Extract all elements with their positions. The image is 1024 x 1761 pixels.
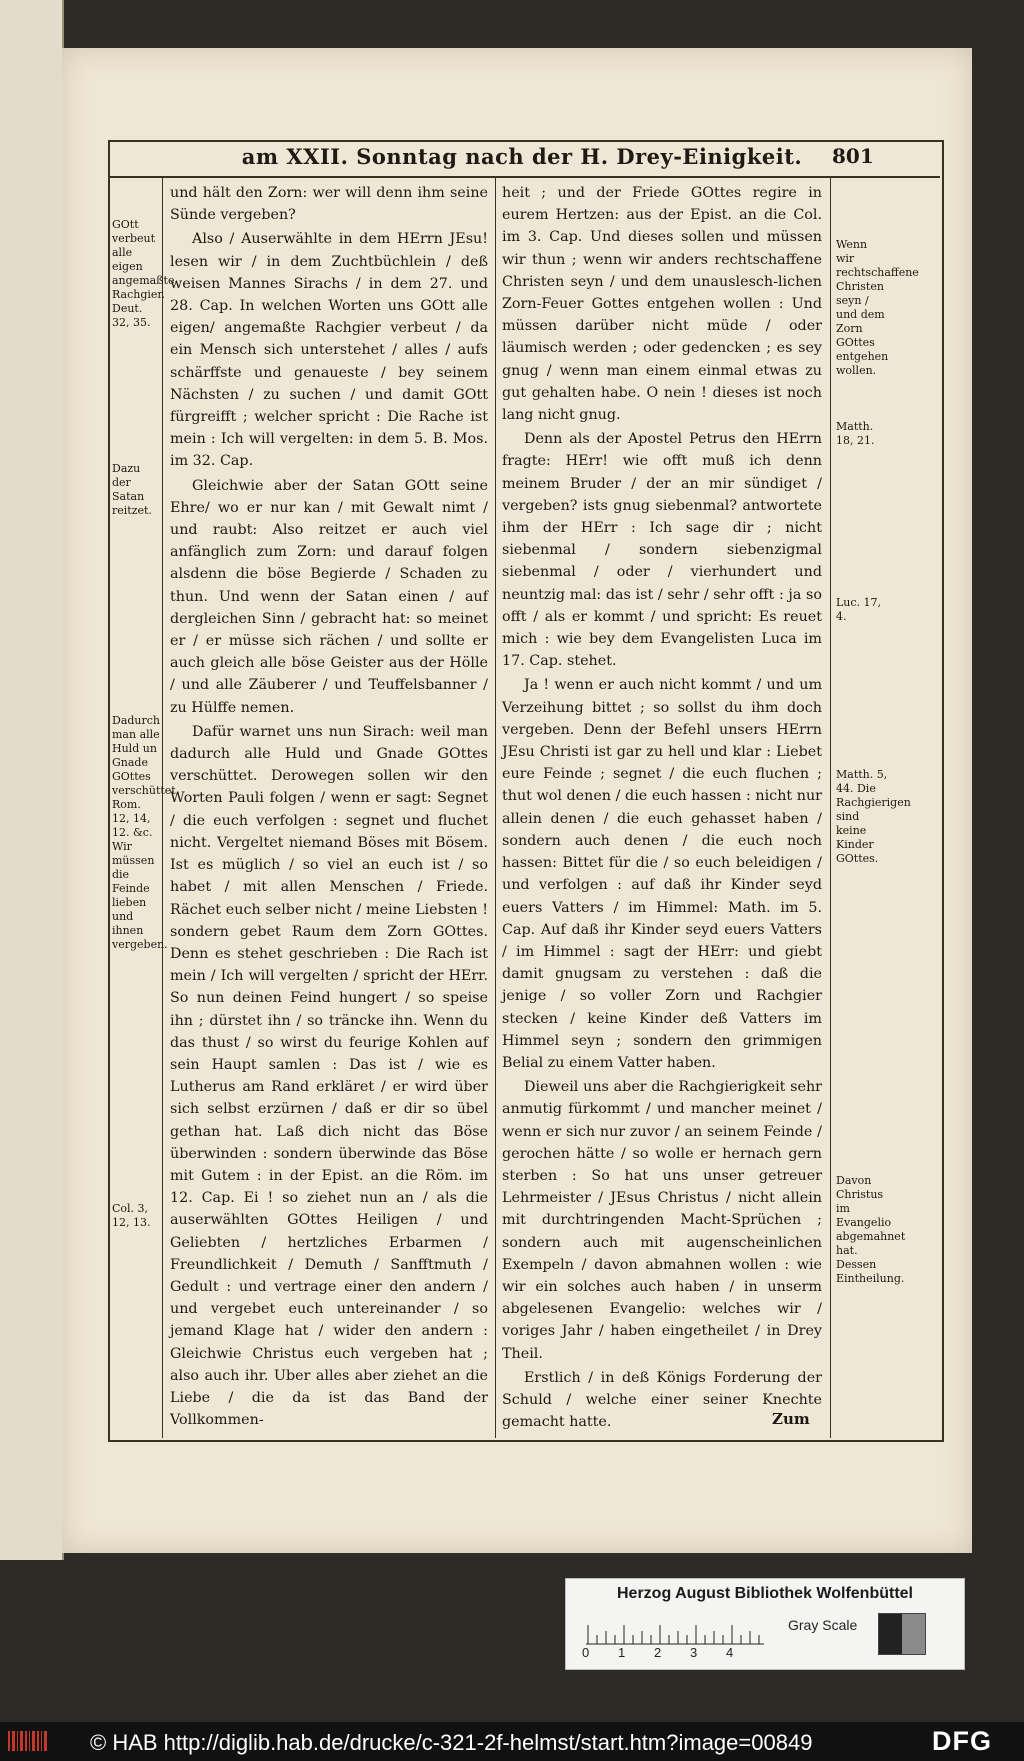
column-divider [495, 176, 496, 1438]
gray-scale-swatch [878, 1613, 926, 1655]
catchword: Zum [772, 1410, 810, 1428]
dfg-logo: DFG [932, 1726, 992, 1756]
paragraph: Ja ! wenn er auch nicht kommt / und um Verzeihung bittet ; so sollst du ihm doch vergeben. Denn der Befehl unsers HErrn JEsu Christi ist gar zu hell und klar : Liebet eure Feinde ; segnet / die euch fluchen ; thut wol denen / die euch hassen : nicht nur allein denen / die euch gehasset haben / sondern auch denen / die euch noch hassen: Bittet für die / so euch beleidigen / und verfolgen : auf daß ihr Kinder seyd euers Vatters / im Himmel: Math. im 5. Cap. Auf daß ihr Kinder seyd euers Vatters / im Himmel : sagt der HErr: und giebt damit gnugsam zu verstehen : daß die jenige / so voller Zorn und Rachgier stecken / keine Kinder deß Vatters im Himmel seyn ; sondern den grimmigen Belial zu einem Vatter haben. [502, 677, 822, 1071]
left-page-edge [0, 0, 64, 1560]
ruler-number: 3 [690, 1645, 698, 1660]
ruler-number: 2 [654, 1645, 662, 1660]
footer-bar [0, 1722, 1024, 1761]
margin-note: Wenn wir rechtschaffene Christen seyn / und dem Zorn GOttes entgehen wollen. [836, 238, 919, 377]
paragraph: Erstlich / in deß Königs Forderung der Schuld / welche einer seiner Knechte gemacht hatte. [502, 1369, 822, 1431]
paragraph: Also / Auserwählte in dem HErrn JEsu! lesen wir / in dem Zuchtbüchlein / deß weisen Mannes Sirachs / in dem 27. und 28. Cap. In welchen Worten uns GOtt alle eigen/ angemaßte Rachgier verbeut / da ein Mensch sich unterstehet / alles / aufs schärffste und genaueste / bey seinem Nächsten / zu suchen / und damit GOtt fürgreifft ; welcher spricht : Die Rache ist mein : Ich will vergelten: in dem 5. B. Mos. im 32. Cap. [170, 231, 488, 470]
margin-note: Matth. 18, 21. [836, 420, 875, 447]
margin-note: Luc. 17, 4. [836, 596, 882, 623]
margin-note: Davon Christus im Evangelio abgemahnet hat. Dessen Eintheilung. [836, 1174, 906, 1285]
copyright-link[interactable]: © HAB http://diglib.hab.de/drucke/c-321-2f-helmst/start.htm?image=00849 [90, 1730, 813, 1755]
library-color-card [565, 1578, 965, 1670]
margin-note: Dadurch man alle Huld un Gnade GOttes verschüttet. Rom. 12, 14, 12. &c. Wir müssen die Feinde lieben und ihnen vergeben. [112, 714, 180, 951]
paragraph: Gleichwie aber der Satan GOtt seine Ehre/ wo er nur kan / mit Gewalt nimt / und raubt: Also reitzet er auch viel anfänglich zum Zorn: und darauf folgen alsdenn die böse Begierde / Schaden zu thun. Und wenn der Satan einen / auf dergleichen Sinn / gebracht hat: so meinet er / er müsse sich rächen / und sollte er auch gleich alle böse Geister aus der Hölle / und alle Zäuberer / und Teuffelsbanner / zu Hülffe nemen. [170, 477, 488, 716]
right-text-column [502, 182, 822, 1435]
ruler-scale [586, 1617, 764, 1645]
margin-note: GOtt verbeut alle eigen angemaßte Rachgier. Deut. 32, 35. [112, 218, 175, 329]
paragraph: Denn als der Apostel Petrus den HErrn fragte: HErr! wie offt muß ich denn meinem Bruder / der an mir sündiget / vergeben? ists gnug siebenmal? antwortete ihm der HErr : Ich sage dir ; nicht siebenmal / sondern siebenzigmal siebenmal / oder / vierhundert und neuntzig mal: das ist / sehr / sehr offt : ja so offt / als er kommt / und spricht: Es reuet mich : wie bey dem Evangelisten Luca im 17. Cap. stehet. [502, 431, 822, 670]
header-rule [108, 176, 940, 178]
paragraph: Dieweil uns aber die Rachgierigkeit sehr anmutig fürkommt / und mancher meinet / wenn er sich nur zuvor / an seinem Feinde / gerochen hätte / so wolle er hernach gern sterben : So hat uns unser getreuer Lehrmeister / JEsus Christus / nicht allein mit durchtringenden Macht-Sprüchen ; sondern auch mit augenscheinlichen Exempeln / davon abmahnen wollen : wie wir ein solches auch haben / in unserm abgelesenen Evangelio: welches wir / voriges Jahr / haben eingetheilet / in Drey Theil. [502, 1079, 822, 1362]
barcode-logo-icon [6, 1728, 50, 1754]
page-number: 801 [832, 144, 874, 168]
ruler-number: 4 [726, 1645, 734, 1660]
paragraph: Dafür warnet uns nun Sirach: weil man dadurch alle Huld und Gnade GOttes verschüttet. Derowegen sollen wir den Worten Pauli folgen / wenn er sagt: Segnet / die euch verfolgen : segnet und fluchet nicht. Vergeltet niemand Böses mit Bösem. Ist es müglich / so viel an euch ist / so habet / mit allen Menschen / Friede. Rächet euch selber nicht / meine Liebsten ! sondern gebet Raum dem Zorn GOttes. Denn es stehet geschrieben : Die Rach ist mein / Ich will vergelten / spricht der HErr. So nun deinen Feind hungert / so speise ihn ; dürstet ihn / so träncke ihn. Wenn du das thust / so wirst du feurige Kohlen auf sein Haupt samlen : Das ist / wie es Lutherus am Rand erkläret / er wird über sich selbst erzürnen / daß er dir so übel gethan hat. Laß dich nicht das Böse überwinden : sondern überwinde das Böse mit Gutem : in der Epist. an die Röm. im 12. Cap. Ei ! so ziehet nun an / als die auserwählten GOttes Heiligen / und Geliebten / hertzliches Erbarmen / Freundlichkeit / Demuth / Sanfftmuth / Gedult : und vertrage einer den andern / und vergebet euch untereinander / so jemand Klage hat / wider den andern : Gleichwie Christus euch vergeben hat ; also auch ihr. Uber alles aber ziehet an die Liebe / die da ist das Band der Vollkommen- [170, 723, 488, 1429]
left-text-column [170, 182, 488, 1433]
library-title: Herzog August Bibliothek Wolfenbüttel [617, 1585, 913, 1602]
margin-note: Col. 3, 12, 13. [112, 1202, 151, 1229]
paragraph: und hält den Zorn: wer will denn ihm seine Sünde vergeben? [170, 185, 488, 224]
paragraph: heit ; und der Friede GOttes regire in eurem Hertzen: aus der Epist. an die Col. im 3. Cap. Und dieses sollen und müssen wir thun ; wenn wir anders rechtschaffene Christen seyn / und dem unauslesch-lichen Zorn-Feuer Gottes entgehen wollen : Und müssen darüber nicht müde / oder läumisch werden ; oder gedencken ; es sey gnug / wenn man einem einmal etwas zu gut gehalten habe. O nein ! dieses ist noch lang nicht gnug. [502, 185, 822, 424]
margin-note: Dazu der Satan reitzet. [112, 462, 152, 517]
book-page [62, 48, 972, 1553]
margin-note: Matth. 5, 44. Die Rachgierigen sind keine Kinder GOttes. [836, 768, 911, 865]
margin-rule-left [162, 176, 163, 1438]
ruler-number: 0 [582, 1645, 590, 1660]
margin-rule-right [830, 176, 831, 1438]
gray-scale-label: Gray Scale [788, 1617, 858, 1633]
ruler-number: 1 [618, 1645, 626, 1660]
running-head: am XXII. Sonntag nach der H. Drey-Einigkeit. [241, 144, 803, 169]
